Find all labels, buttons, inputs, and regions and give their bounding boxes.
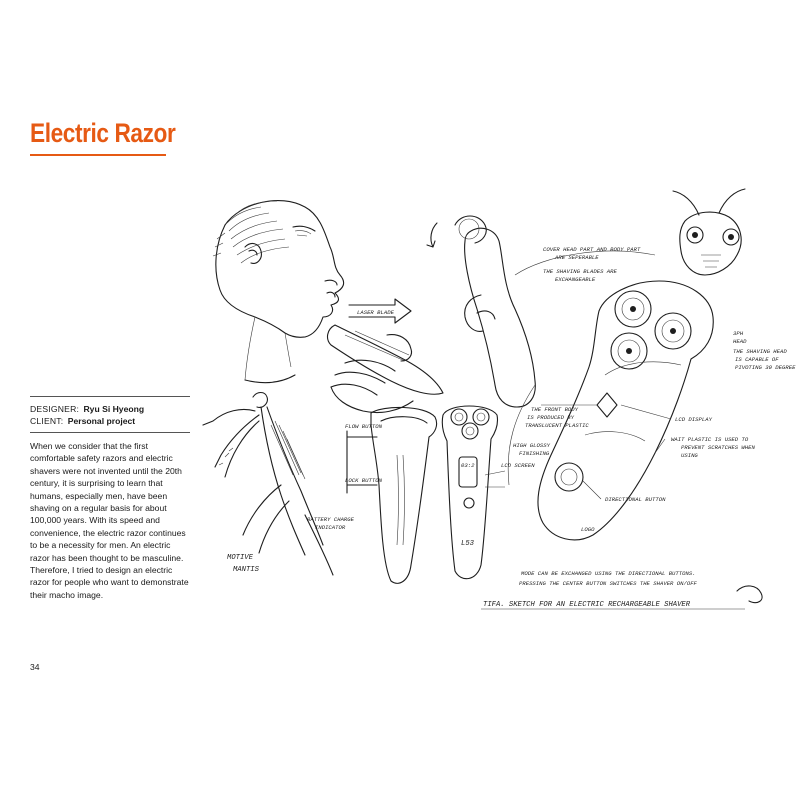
blades-label-line2: EXCHANGEABLE <box>555 276 596 283</box>
motive-label-line1: MOTIVE <box>227 554 253 562</box>
model-label: L53 <box>461 540 474 548</box>
client-line <box>30 415 190 427</box>
head-part-label-line1: COVER HEAD PART AND BODY PART <box>543 246 641 253</box>
blades-label-line1: THE SHAVING BLADES ARE <box>543 268 617 275</box>
laser-blade-label: LASER BLADE <box>357 309 394 316</box>
head-label-line1: 3PH <box>733 330 744 337</box>
motive-label-line2: MANTIS <box>233 566 259 574</box>
plastic-label-line1: WAIT PLASTIC IS USED TO <box>671 436 749 443</box>
page-number: 34 <box>30 662 40 672</box>
laser-arrow <box>349 299 411 323</box>
lcd-screen-label: LCD SCREEN <box>501 462 535 469</box>
lock-button-label: LOCK BUTTON <box>345 477 382 484</box>
head-label-line3: THE SHAVING HEAD <box>733 348 787 355</box>
designer-value: Ryu Si Hyeong <box>83 404 145 414</box>
head-label-line5: PIVOTING 30 DEGREE <box>735 364 796 371</box>
mantis-head-drawing <box>673 189 745 275</box>
razor-front-view <box>442 406 505 579</box>
designer-line <box>30 403 190 415</box>
head-part-label-line2: ARE SEPERABLE <box>555 254 599 261</box>
shaving-hand-drawing <box>328 325 443 413</box>
plastic-label-line2: PREVENT SCRATCHES WHEN <box>681 444 755 451</box>
front-body-label-line2: IS PRODUCED BY <box>527 414 574 421</box>
head-label-line2: HEAD <box>733 338 747 345</box>
battery-label-line1: BATTERY CHARGE <box>307 516 354 523</box>
head-label-line4: IS CAPABLE OF <box>735 356 779 363</box>
title-underline <box>30 154 166 156</box>
high-gloss-label-line1: HIGH GLOSSY <box>513 442 550 449</box>
front-body-label-line1: THE FRONT BODY <box>531 406 578 413</box>
credits-block <box>30 396 190 433</box>
front-body-label-line3: TRANSLUCENT PLASTIC <box>525 422 589 429</box>
client-value: Personal project <box>67 416 136 426</box>
client-label: CLIENT: <box>30 416 64 426</box>
page-title: Electric Razor <box>30 118 176 148</box>
hand-holding-razor <box>427 216 535 407</box>
high-gloss-label-line2: FINISHING <box>519 450 550 457</box>
sketch-caption: TIFA. SKETCH FOR AN ELECTRIC RECHARGEABLE SHAVER <box>483 601 691 609</box>
bottom-note-line2: PRESSING THE CENTER BUTTON SWITCHES THE SHAVER ON/OFF <box>519 580 697 587</box>
battery-label-line2: INDICATOR <box>315 524 346 531</box>
mantis-drawing <box>203 393 333 576</box>
razor-sketch-illustration <box>185 185 796 625</box>
designer-label: DESIGNER: <box>30 404 80 414</box>
lcd-display-label: LCD DISPLAY <box>675 416 712 423</box>
sketch-svg <box>185 185 796 625</box>
man-face-drawing <box>213 201 344 383</box>
flow-button-label: FLOW BUTTON <box>345 423 382 430</box>
logo-label: LOGO <box>581 526 595 533</box>
artist-signature <box>737 586 762 603</box>
bottom-note-line1: MODE CAN BE EXCHANGED USING THE DIRECTIONAL BUTTONS. <box>521 570 696 577</box>
description-paragraph: When we consider that the first comfortable safety razors and electric shavers were not invented until the 20th century, it is surprising to learn that humans, especially men, have been shaving on a regular basis for about 100,000 years. With its speed and convenience, the electric razor continues to be a necessity for men. An electric razor has been thought to be masculine. Therefore, I tried to design an electric razor for people who want to demonstrate their macho image. <box>30 441 189 600</box>
lcd-digits: 03:2 <box>461 462 475 469</box>
razor-side-view <box>347 407 437 583</box>
plastic-label-line3: USING <box>681 452 698 459</box>
directional-button-label: DIRECTIONAL BUTTON <box>605 496 666 503</box>
